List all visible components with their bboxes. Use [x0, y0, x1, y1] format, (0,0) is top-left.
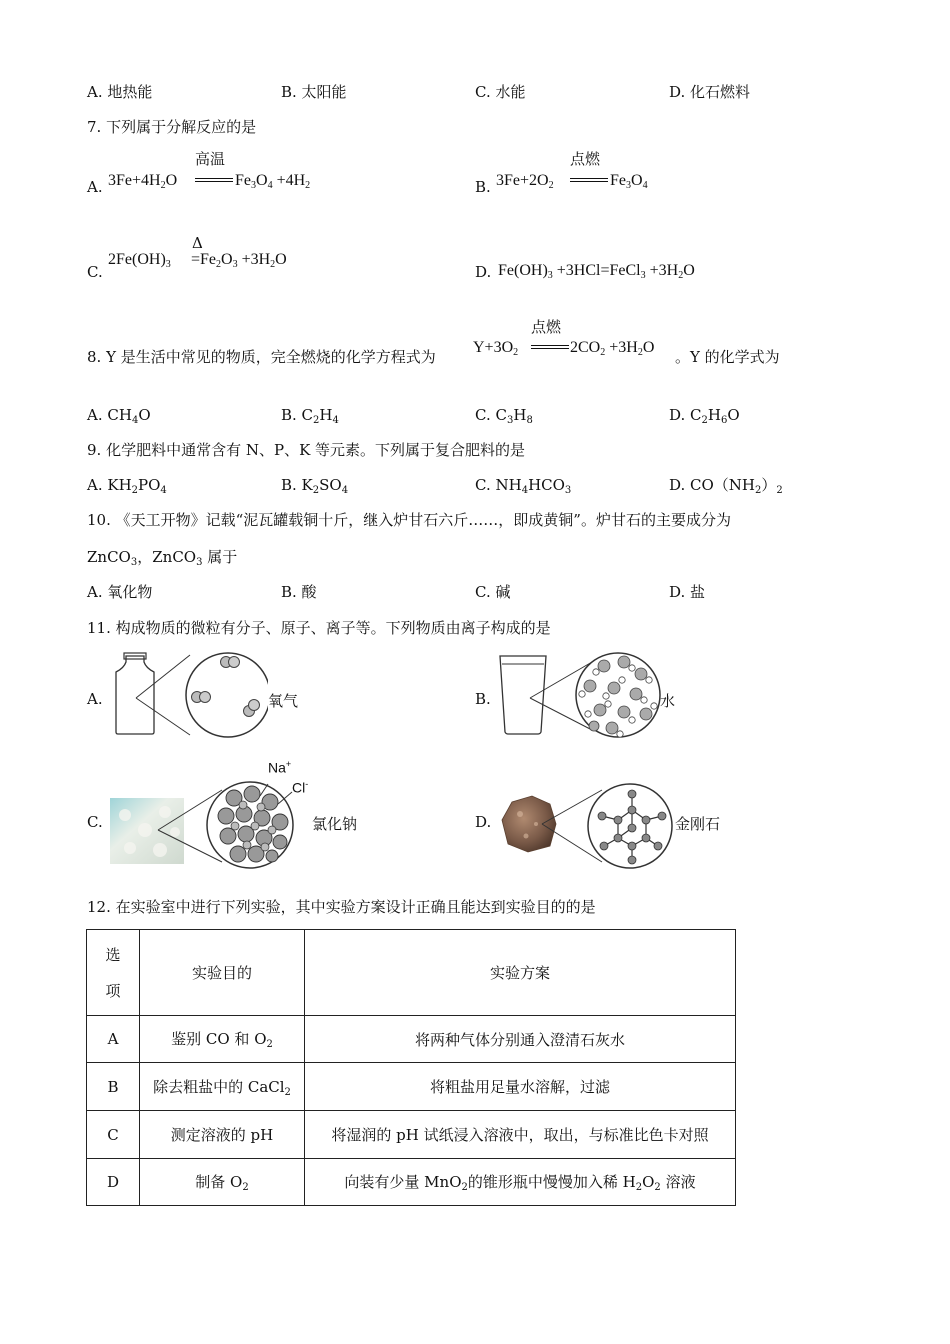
row-purpose: 鉴别 CO 和 $O_2$: [140, 1016, 305, 1063]
q9-option-a: A. $KH_2PO_4$: [87, 476, 167, 496]
row-option: C: [87, 1111, 140, 1159]
q8-option-d: D. $C_2H_6O$: [669, 406, 740, 426]
row-purpose: 制备 $O_2$: [140, 1159, 305, 1206]
q7-d-label: D.: [475, 263, 492, 281]
row-option: A: [87, 1016, 140, 1063]
q7-a-equation: $3Fe+4H_2O$: [108, 172, 178, 191]
q10-option-c: C. 碱: [475, 583, 511, 601]
q9-option-d: D. $CO(NH_2)_2$: [669, 476, 783, 496]
q8-stem-a: 8. Y 是生活中常见的物质，完全燃烧的化学方程式为: [87, 348, 436, 366]
q10-stem-a: 10. 《天工开物》记载“泥瓦罐载铜十斤，继入炉甘石六斤……，即成黄铜”。炉甘石的主要成分为: [87, 511, 731, 529]
q6-option-c: C. 水能: [475, 83, 526, 101]
q11-a-name: 氧气: [268, 692, 299, 710]
q11-c-label: C.: [87, 813, 103, 831]
q10-stem-b: ZnCO$_3$，ZnCO$_3$ 属于: [87, 548, 238, 568]
row-plan: 向装有少量 MnO$_2$的锥形瓶中慢慢加入稀 $H_2O_2$ 溶液: [305, 1159, 736, 1206]
q11-d-figure: [498, 780, 678, 870]
table-row: [87, 1159, 736, 1206]
q12-table: [86, 929, 736, 1206]
q7-d-equation: $Fe(OH)_3$ +3HCl=FeCl$_3$ $+3H_2O$: [498, 262, 695, 281]
q7-a-equation-right: $Fe_3O_4 +4H_2$: [235, 172, 311, 191]
q11-b-figure: [496, 650, 666, 740]
q7-a-arrow: [195, 178, 233, 182]
row-purpose: 测定溶液的 pH: [140, 1111, 305, 1159]
q9-option-b: B. $K_2SO_4$: [281, 476, 349, 496]
q7-c-label: C.: [87, 263, 103, 281]
q8-equation-right: $2CO_2 +3H_2O$: [570, 339, 655, 358]
q10-option-d: D. 盐: [669, 583, 706, 601]
q8-condition: 点燃: [531, 318, 562, 336]
table-header-row: [87, 930, 736, 1016]
q7-c-condition: Δ: [192, 234, 203, 252]
q7-b-condition: 点燃: [570, 150, 601, 168]
row-plan: 将两种气体分别通入澄清石灰水: [305, 1016, 736, 1063]
q8-arrow: [531, 345, 569, 349]
q7-c-equation-left: $2Fe(OH)_3$: [108, 251, 171, 270]
q11-d-name: 金刚石: [675, 815, 721, 833]
q8-option-b: B. $C_2H_4$: [281, 406, 339, 426]
q10-option-b: B. 酸: [281, 583, 317, 601]
q11-a-figure: [108, 650, 268, 740]
q9-stem: 9. 化学肥料中通常含有 N、P、K 等元素。下列属于复合肥料的是: [87, 441, 526, 459]
header-purpose: 实验目的: [140, 930, 305, 1016]
row-plan: 将湿润的 pH 试纸浸入溶液中，取出，与标准比色卡对照: [305, 1111, 736, 1159]
q7-a-label: A.: [87, 178, 103, 196]
q9-option-c: C. $NH_4HCO_3$: [475, 476, 572, 496]
q7-stem: 7. 下列属于分解反应的是: [87, 118, 257, 136]
table-row: [87, 1063, 736, 1111]
q11-b-name: 水: [660, 692, 676, 710]
q11-stem: 11. 构成物质的微粒有分子、原子、离子等。下列物质由离子构成的是: [87, 619, 551, 637]
q7-b-label: B.: [475, 178, 491, 196]
q6-option-d: D. 化石燃料: [669, 83, 751, 101]
row-plan: 将粗盐用足量水溶解，过滤: [305, 1063, 736, 1111]
q7-b-arrow: [570, 178, 608, 182]
q11-b-label: B.: [475, 690, 491, 708]
q8-stem-b: 。Y 的化学式为: [675, 348, 780, 366]
row-purpose: 除去粗盐中的 CaCl$_2$: [140, 1063, 305, 1111]
q8-option-a: A. $CH_4O$: [87, 406, 151, 426]
q6-option-a: A. 地热能: [87, 83, 153, 101]
q11-c-na-label: Na+: [268, 759, 292, 776]
q11-d-label: D.: [475, 813, 492, 831]
table-row: [87, 1111, 736, 1159]
q7-b-equation-left: $3Fe+2O_2$: [496, 172, 554, 191]
q7-c-equation-right: $=Fe_2O_3 +3H_2O$: [191, 251, 287, 270]
q11-c-figure: [110, 770, 310, 870]
header-plan: 实验方案: [305, 930, 736, 1016]
q11-c-cl-label: Cl-: [292, 779, 309, 796]
q7-a-condition: 高温: [195, 150, 226, 168]
q6-option-b: B. 太阳能: [281, 83, 347, 101]
q10-option-a: A. 氧化物: [87, 583, 153, 601]
q12-stem: 12. 在实验室中进行下列实验，其中实验方案设计正确且能达到实验目的的是: [87, 898, 596, 916]
q11-a-label: A.: [87, 690, 103, 708]
row-option: D: [87, 1159, 140, 1206]
q8-option-c: C. $C_3H_8$: [475, 406, 533, 426]
table-row: [87, 1016, 736, 1063]
q11-c-name: 氯化钠: [312, 815, 358, 833]
header-option: 选 项: [87, 930, 140, 1016]
q7-b-equation-right: $Fe_3O_4$: [610, 172, 648, 191]
q8-equation-left: $Y+3O_2$: [473, 339, 519, 358]
row-option: B: [87, 1063, 140, 1111]
